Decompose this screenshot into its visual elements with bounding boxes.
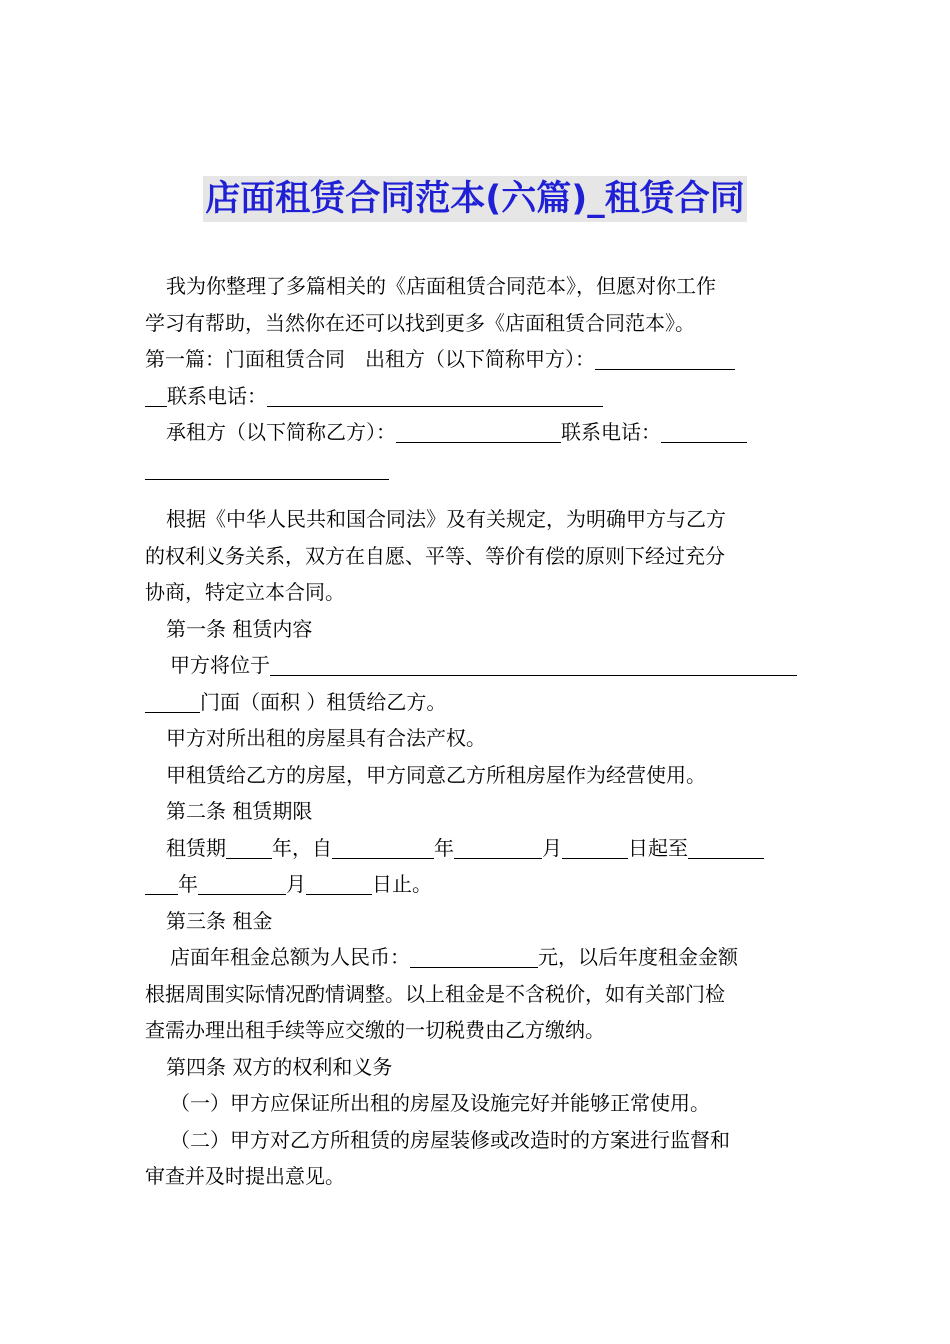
article-2-term-line: 租赁期 年，自 年 月 日起至 (145, 830, 807, 867)
intro-line-2: 学习有帮助，当然你在还可以找到更多《店面租赁合同范本》。 (145, 310, 695, 335)
article-1-area-line: 门面（面积 ）租赁给乙方。 (145, 684, 807, 721)
lessor-phone-blank (267, 384, 603, 407)
location-blank-cont (145, 690, 200, 713)
lessee-phone-cont-line (145, 451, 807, 488)
lessor-phone-line (145, 378, 807, 415)
basis-line-3: 协商，特定立本合同。 (145, 580, 345, 604)
basis-line-2: 的权利义务关系，双方在自愿、平等、等价有偿的原则下经过充分 (145, 543, 725, 568)
article-1-title: 第一条 租赁内容 (166, 616, 313, 641)
start-day-blank (562, 836, 628, 859)
location-blank (270, 653, 797, 676)
start-month-blank (454, 836, 542, 859)
lessor-blank-cont (145, 384, 167, 407)
article-4-item-2-line-2: 审查并及时提出意见。 (145, 1164, 345, 1188)
article-1-rights: 甲方对所出租的房屋具有合法产权。 (166, 726, 486, 750)
article-3-rent-line-2: 根据周围实际情况酌情调整。以上租金是不含税价，如有关部门检 (145, 981, 725, 1006)
rent-amount-blank (410, 945, 538, 968)
part1-heading-line: 第一篇：门面租赁合同 出租方（以下简称甲方）： (145, 341, 807, 378)
document-title: 店面租赁合同范本(六篇)_租赁合同 (203, 176, 747, 222)
article-3-title: 第三条 租金 (166, 908, 273, 933)
article-3-rent-line-3: 查需办理出租手续等应交缴的一切税费由乙方缴纳。 (145, 1018, 605, 1042)
article-1-location-line: 甲方将位于 (145, 647, 807, 684)
lessor-phone-label: 联系电话： (167, 383, 267, 408)
basis-line-1: 根据《中华人民共和国合同法》及有关规定，为明确甲方与乙方 (166, 507, 726, 531)
article-4-item-1: （一）甲方应保证所出租的房屋及设施完好并能够正常使用。 (170, 1091, 710, 1115)
article-4-title: 第四条 双方的权利和义务 (166, 1054, 393, 1079)
start-year-blank (332, 836, 434, 859)
article-2-end-line: 年 月 日止。 (145, 866, 807, 903)
end-day-blank (306, 872, 372, 895)
end-year-blank-cont (145, 872, 178, 895)
term-years-blank (226, 836, 272, 859)
title-container (0, 176, 950, 222)
lessee-blank (396, 420, 561, 443)
article-1-use: 甲租赁给乙方的房屋，甲方同意乙方所租房屋作为经营使用。 (166, 762, 706, 787)
lessor-blank (595, 347, 735, 370)
article-2-title: 第二条 租赁期限 (166, 799, 313, 823)
article-4-item-2-line-1: （二）甲方对乙方所租赁的房屋装修或改造时的方案进行监督和 (170, 1127, 730, 1152)
lessee-phone-blank-cont (145, 457, 389, 480)
document-body (145, 268, 807, 1195)
lessee-phone-blank (661, 420, 747, 443)
lessee-line: 承租方（以下简称乙方）： 联系电话： (145, 414, 807, 451)
end-month-blank (198, 872, 286, 895)
end-year-blank (688, 836, 764, 859)
article-3-rent-line-1: 店面年租金总额为人民币： 元，以后年度租金金额 (170, 945, 738, 969)
intro-line-1: 我为你整理了多篇相关的《店面租赁合同范本》，但愿对你工作 (166, 274, 716, 298)
lessee-phone-label: 联系电话： (561, 420, 661, 444)
